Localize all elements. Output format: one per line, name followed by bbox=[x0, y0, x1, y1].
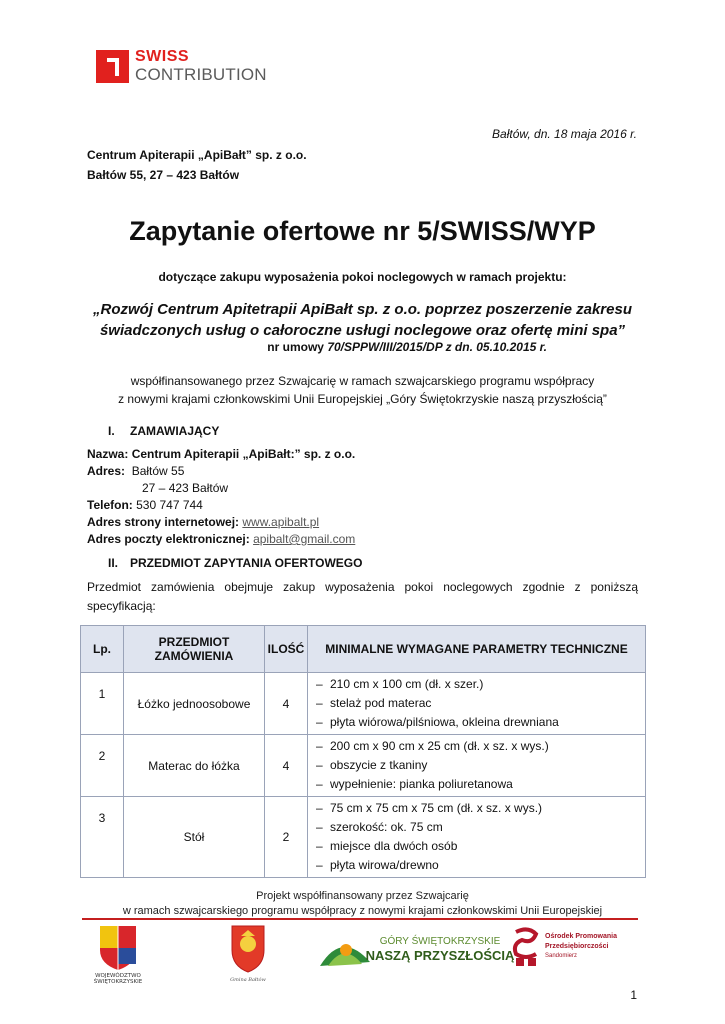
contract-number-value: 70/SPPW/III/2015/DP z dn. 05.10.2015 r. bbox=[327, 340, 547, 354]
cofinancing-line2: z nowymi krajami członkowskimi Unii Europejskiej „Góry Świętokrzyskie naszą przyszłością” bbox=[118, 392, 607, 406]
param-item: – obszycie z tkaniny bbox=[316, 758, 428, 772]
footer-line1: Projekt współfinansowany przez Szwajcarię bbox=[256, 890, 469, 902]
email-link[interactable]: apibalt@gmail.com bbox=[253, 532, 356, 546]
header-item-line1: PRZEDMIOT bbox=[158, 635, 230, 649]
website-link[interactable]: www.apibalt.pl bbox=[242, 515, 320, 529]
sender-address: Bałtów 55, 27 – 423 Bałtów bbox=[87, 168, 240, 182]
gory-swietokrzyskie-logo-icon bbox=[320, 934, 515, 966]
param-text: 200 cm x 90 cm x 25 cm (dł. x sz. x wys.) bbox=[330, 739, 549, 753]
row-lp: 2 bbox=[81, 735, 124, 797]
table-header-row bbox=[81, 626, 646, 673]
logo4-text3: Sandomierz bbox=[545, 953, 578, 959]
logo4-text2: Przedsiębiorczości bbox=[545, 943, 609, 950]
project-title-line2: świadczonych usług o całoroczne usługi noclegowe oraz ofertę mini spa” bbox=[99, 322, 626, 339]
section-heading-ordering-party bbox=[108, 424, 219, 438]
param-item: – 75 cm x 75 cm x 75 cm (dł. x sz. x wys.) bbox=[316, 801, 543, 815]
param-text: miejsce dla dwóch osób bbox=[330, 839, 458, 853]
specification-table bbox=[80, 625, 646, 878]
row-item-name: Materac do łóżka bbox=[124, 735, 265, 797]
subject-description: Przedmiot zamówienia obejmuje zakup wyposażenia pokoi noclegowych zgodnie z poniższą specyfikacją: bbox=[87, 580, 638, 613]
row-qty: 2 bbox=[265, 797, 308, 878]
document-title: Zapytanie ofertowe nr 5/SWISS/WYP bbox=[129, 216, 596, 246]
param-text: 75 cm x 75 cm x 75 cm (dł. x sz. x wys.) bbox=[330, 801, 543, 815]
name-value: Centrum Apiterapii „ApiBałt:” sp. z o.o. bbox=[131, 447, 356, 461]
param-item: – wypełnienie: pianka poliuretanowa bbox=[316, 777, 513, 791]
param-text: obszycie z tkaniny bbox=[330, 758, 428, 772]
header-params: MINIMALNE WYMAGANE PARAMETRY TECHNICZNE bbox=[308, 626, 646, 673]
cofinancing-line1: współfinansowanego przez Szwajcarię w ramach szwajcarskiego programu współpracy bbox=[130, 374, 595, 388]
footer-note bbox=[0, 889, 725, 919]
param-text: stelaż pod materac bbox=[330, 696, 432, 710]
gmina-baltow-crest-icon bbox=[230, 926, 266, 983]
table-row bbox=[81, 797, 646, 878]
swiss-flag-icon bbox=[96, 50, 129, 83]
section-number: II. bbox=[108, 556, 119, 570]
param-text: płyta wirowa/drewno bbox=[330, 858, 439, 872]
header-lp: Lp. bbox=[81, 626, 124, 673]
email-label: Adres poczty elektronicznej: bbox=[87, 532, 250, 546]
logo1-text2: ŚWIĘTOKRZYSKIE bbox=[93, 979, 143, 984]
sender-block bbox=[87, 145, 307, 185]
header-item bbox=[124, 626, 265, 673]
section-heading-subject bbox=[108, 556, 362, 570]
row-lp: 3 bbox=[81, 797, 124, 878]
row-lp: 1 bbox=[81, 673, 124, 735]
param-item: – płyta wiórowa/pilśniowa, okleina drewniana bbox=[316, 715, 559, 729]
document-subtitle: dotyczące zakupu wyposażenia pokoi noclegowych w ramach projektu: bbox=[158, 270, 567, 284]
logo4-text1: Ośrodek Promowania bbox=[545, 933, 617, 940]
row-params bbox=[308, 673, 646, 735]
footer-line2: w ramach szwajcarskiego programu współpracy z nowymi krajami członkowskimi Unii Europejskiej bbox=[122, 905, 603, 917]
project-title bbox=[0, 299, 725, 341]
sender-name: Centrum Apiterapii „ApiBałt” sp. z o.o. bbox=[87, 148, 307, 162]
logo3-text2: NASZĄ PRZYSZŁOŚCIĄ bbox=[365, 948, 515, 963]
row-qty: 4 bbox=[265, 735, 308, 797]
param-item: – miejsce dla dwóch osób bbox=[316, 839, 458, 853]
table-row bbox=[81, 673, 646, 735]
logo3-text1: GÓRY ŚWIĘTOKRZYSKIE bbox=[379, 936, 501, 947]
row-qty: 4 bbox=[265, 673, 308, 735]
section-title: ZAMAWIAJĄCY bbox=[130, 424, 220, 438]
logo-word-contribution: CONTRIBUTION bbox=[135, 65, 267, 84]
param-text: szerokość: ok. 75 cm bbox=[330, 820, 443, 834]
section-title: PRZEDMIOT ZAPYTANIA OFERTOWEGO bbox=[130, 556, 363, 570]
param-text: wypełnienie: pianka poliuretanowa bbox=[330, 777, 513, 791]
phone-value: 530 747 744 bbox=[136, 498, 203, 512]
address-line1: Bałtów 55 bbox=[131, 464, 185, 478]
header-item-line2: ZAMÓWIENIA bbox=[154, 649, 234, 663]
cofinancing-note bbox=[0, 372, 725, 408]
header-qty: ILOŚĆ bbox=[265, 626, 308, 673]
contract-number bbox=[267, 340, 547, 354]
param-text: płyta wiórowa/pilśniowa, okleina drewniana bbox=[330, 715, 559, 729]
page-number: 1 bbox=[630, 988, 637, 1002]
address-label: Adres: bbox=[87, 464, 126, 478]
param-item: – stelaż pod materac bbox=[316, 696, 432, 710]
footer-divider bbox=[82, 918, 638, 920]
param-item: – płyta wirowa/drewno bbox=[316, 858, 439, 872]
row-item-name: Łóżko jednoosobowe bbox=[124, 673, 265, 735]
logo-word-swiss: SWISS bbox=[135, 48, 190, 65]
address-line2: 27 – 423 Bałtów bbox=[142, 481, 229, 495]
param-item: – 200 cm x 90 cm x 25 cm (dł. x sz. x wys.) bbox=[316, 739, 549, 753]
table-row bbox=[81, 735, 646, 797]
logo1-text1: WOJEWÓDZTWO bbox=[95, 973, 141, 979]
logo2-text: Gmina Bałtów bbox=[230, 977, 266, 983]
row-params bbox=[308, 735, 646, 797]
section-number: I. bbox=[108, 424, 115, 438]
footer-logos bbox=[0, 924, 725, 984]
param-text: 210 cm x 100 cm (dł. x szer.) bbox=[330, 677, 484, 691]
phone-label: Telefon: bbox=[87, 498, 133, 512]
website-label: Adres strony internetowej: bbox=[87, 515, 240, 529]
name-label: Nazwa: bbox=[87, 447, 129, 461]
param-item: – szerokość: ok. 75 cm bbox=[316, 820, 443, 834]
param-item: – 210 cm x 100 cm (dł. x szer.) bbox=[316, 677, 484, 691]
row-params bbox=[308, 797, 646, 878]
document-date: Bałtów, dn. 18 maja 2016 r. bbox=[492, 127, 637, 141]
swiss-contribution-logo bbox=[96, 49, 267, 83]
row-item-name: Stół bbox=[124, 797, 265, 878]
opp-sandomierz-logo-icon bbox=[515, 929, 617, 966]
contract-prefix: nr umowy bbox=[267, 340, 328, 354]
project-title-line1: „Rozwój Centrum Apitetrapii ApiBałt sp. z o.o. poprzez poszerzenie zakresu bbox=[93, 301, 632, 318]
contact-block bbox=[87, 446, 355, 548]
wojewodztwo-coat-of-arms-icon bbox=[94, 926, 143, 984]
